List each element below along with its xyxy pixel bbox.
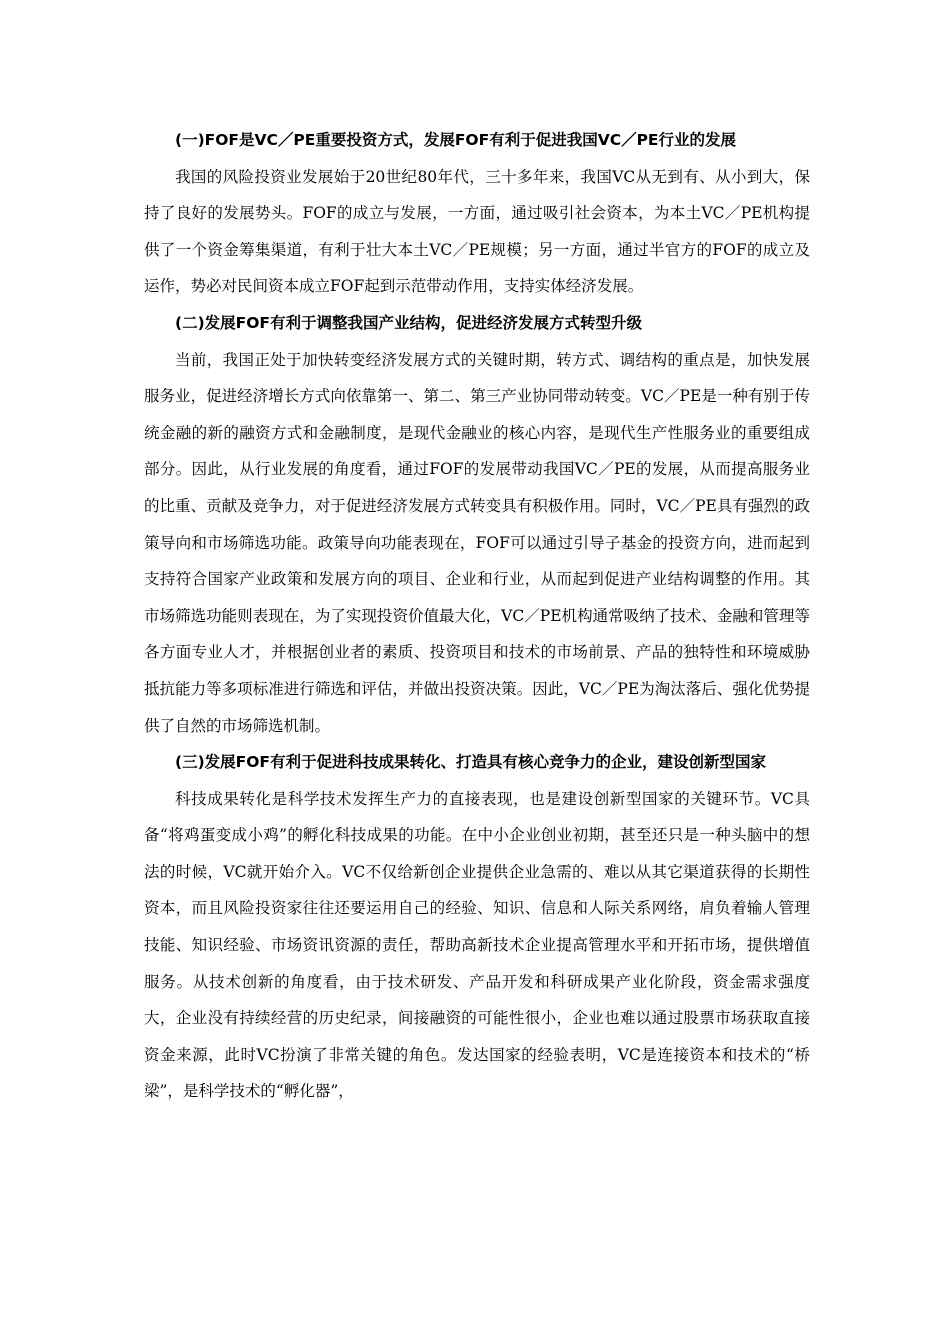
section-1 — [144, 122, 810, 305]
document-page — [144, 122, 810, 1110]
section-paragraph: 科技成果转化是科学技术发挥生产力的直接表现，也是建设创新型国家的关键环节。VC具备“将鸡蛋变成小鸡”的孵化科技成果的功能。在中小企业创业初期，甚至还只是一种头脑中的想法的时候，VC就开始介入。VC不仅给新创企业提供企业急需的、难以从其它渠道获得的长期性资本，而且风险投资家往往还要运用自己的经验、知识、信息和人际关系网络，肩负着输人管理技能、知识经验、市场资讯资源的责任，帮助高新技术企业提高管理水平和开拓市场，提供增值服务。从技术创新的角度看，由于技术研发、产品开发和科研成果产业化阶段，资金需求强度大，企业没有持续经营的历史纪录，间接融资的可能性很小，企业也难以通过股票市场获取直接资金来源，此时VC扮演了非常关键的角色。发达国家的经验表明，VC是连接资本和技术的“桥梁”，是科学技术的“孵化器”， — [144, 789, 810, 1101]
section-paragraph: 我国的风险投资业发展始于20世纪80年代，三十多年来，我国VC从无到有、从小到大，保持了良好的发展势头。FOF的成立与发展，一方面，通过吸引社会资本，为本土VC／PE机构提供了一个资金筹集渠道，有利于壮大本土VC／PE规模；另一方面，通过半官方的FOF的成立及运作，势必对民间资本成立FOF起到示范带动作用，支持实体经济发展。 — [144, 167, 810, 296]
section-paragraph: 当前，我国正处于加快转变经济发展方式的关键时期，转方式、调结构的重点是，加快发展服务业，促进经济增长方式向依靠第一、第二、第三产业协同带动转变。VC／PE是一种有别于传统金融的新的融资方式和金融制度，是现代金融业的核心内容，是现代生产性服务业的重要组成部分。因此，从行业发展的角度看，通过FOF的发展带动我国VC／PE的发展，从而提高服务业的比重、贡献及竞争力，对于促进经济发展方式转变具有积极作用。同时，VC／PE具有强烈的政策导向和市场筛选功能。政策导向功能表现在，FOF可以通过引导子基金的投资方向，进而起到支持符合国家产业政策和发展方向的项目、企业和行业，从而起到促进产业结构调整的作用。其市场筛选功能则表现在，为了实现投资价值最大化，VC／PE机构通常吸纳了技术、金融和管理等各方面专业人才，并根据创业者的素质、投资项目和技术的市场前景、产品的独特性和环境威胁抵抗能力等多项标准进行筛选和评估，并做出投资决策。因此，VC／PE为淘汰落后、强化优势提供了自然的市场筛选机制。 — [144, 350, 810, 735]
section-heading: (一)FOF是VC／PE重要投资方式，发展FOF有利于促进我国VC／PE行业的发展 — [175, 131, 737, 149]
section-2 — [144, 305, 810, 744]
section-heading: (三)发展FOF有利于促进科技成果转化、打造具有核心竞争力的企业，建设创新型国家 — [175, 753, 767, 772]
section-heading: (二)发展FOF有利于调整我国产业结构，促进经济发展方式转型升级 — [175, 313, 643, 332]
section-3 — [144, 744, 810, 1110]
